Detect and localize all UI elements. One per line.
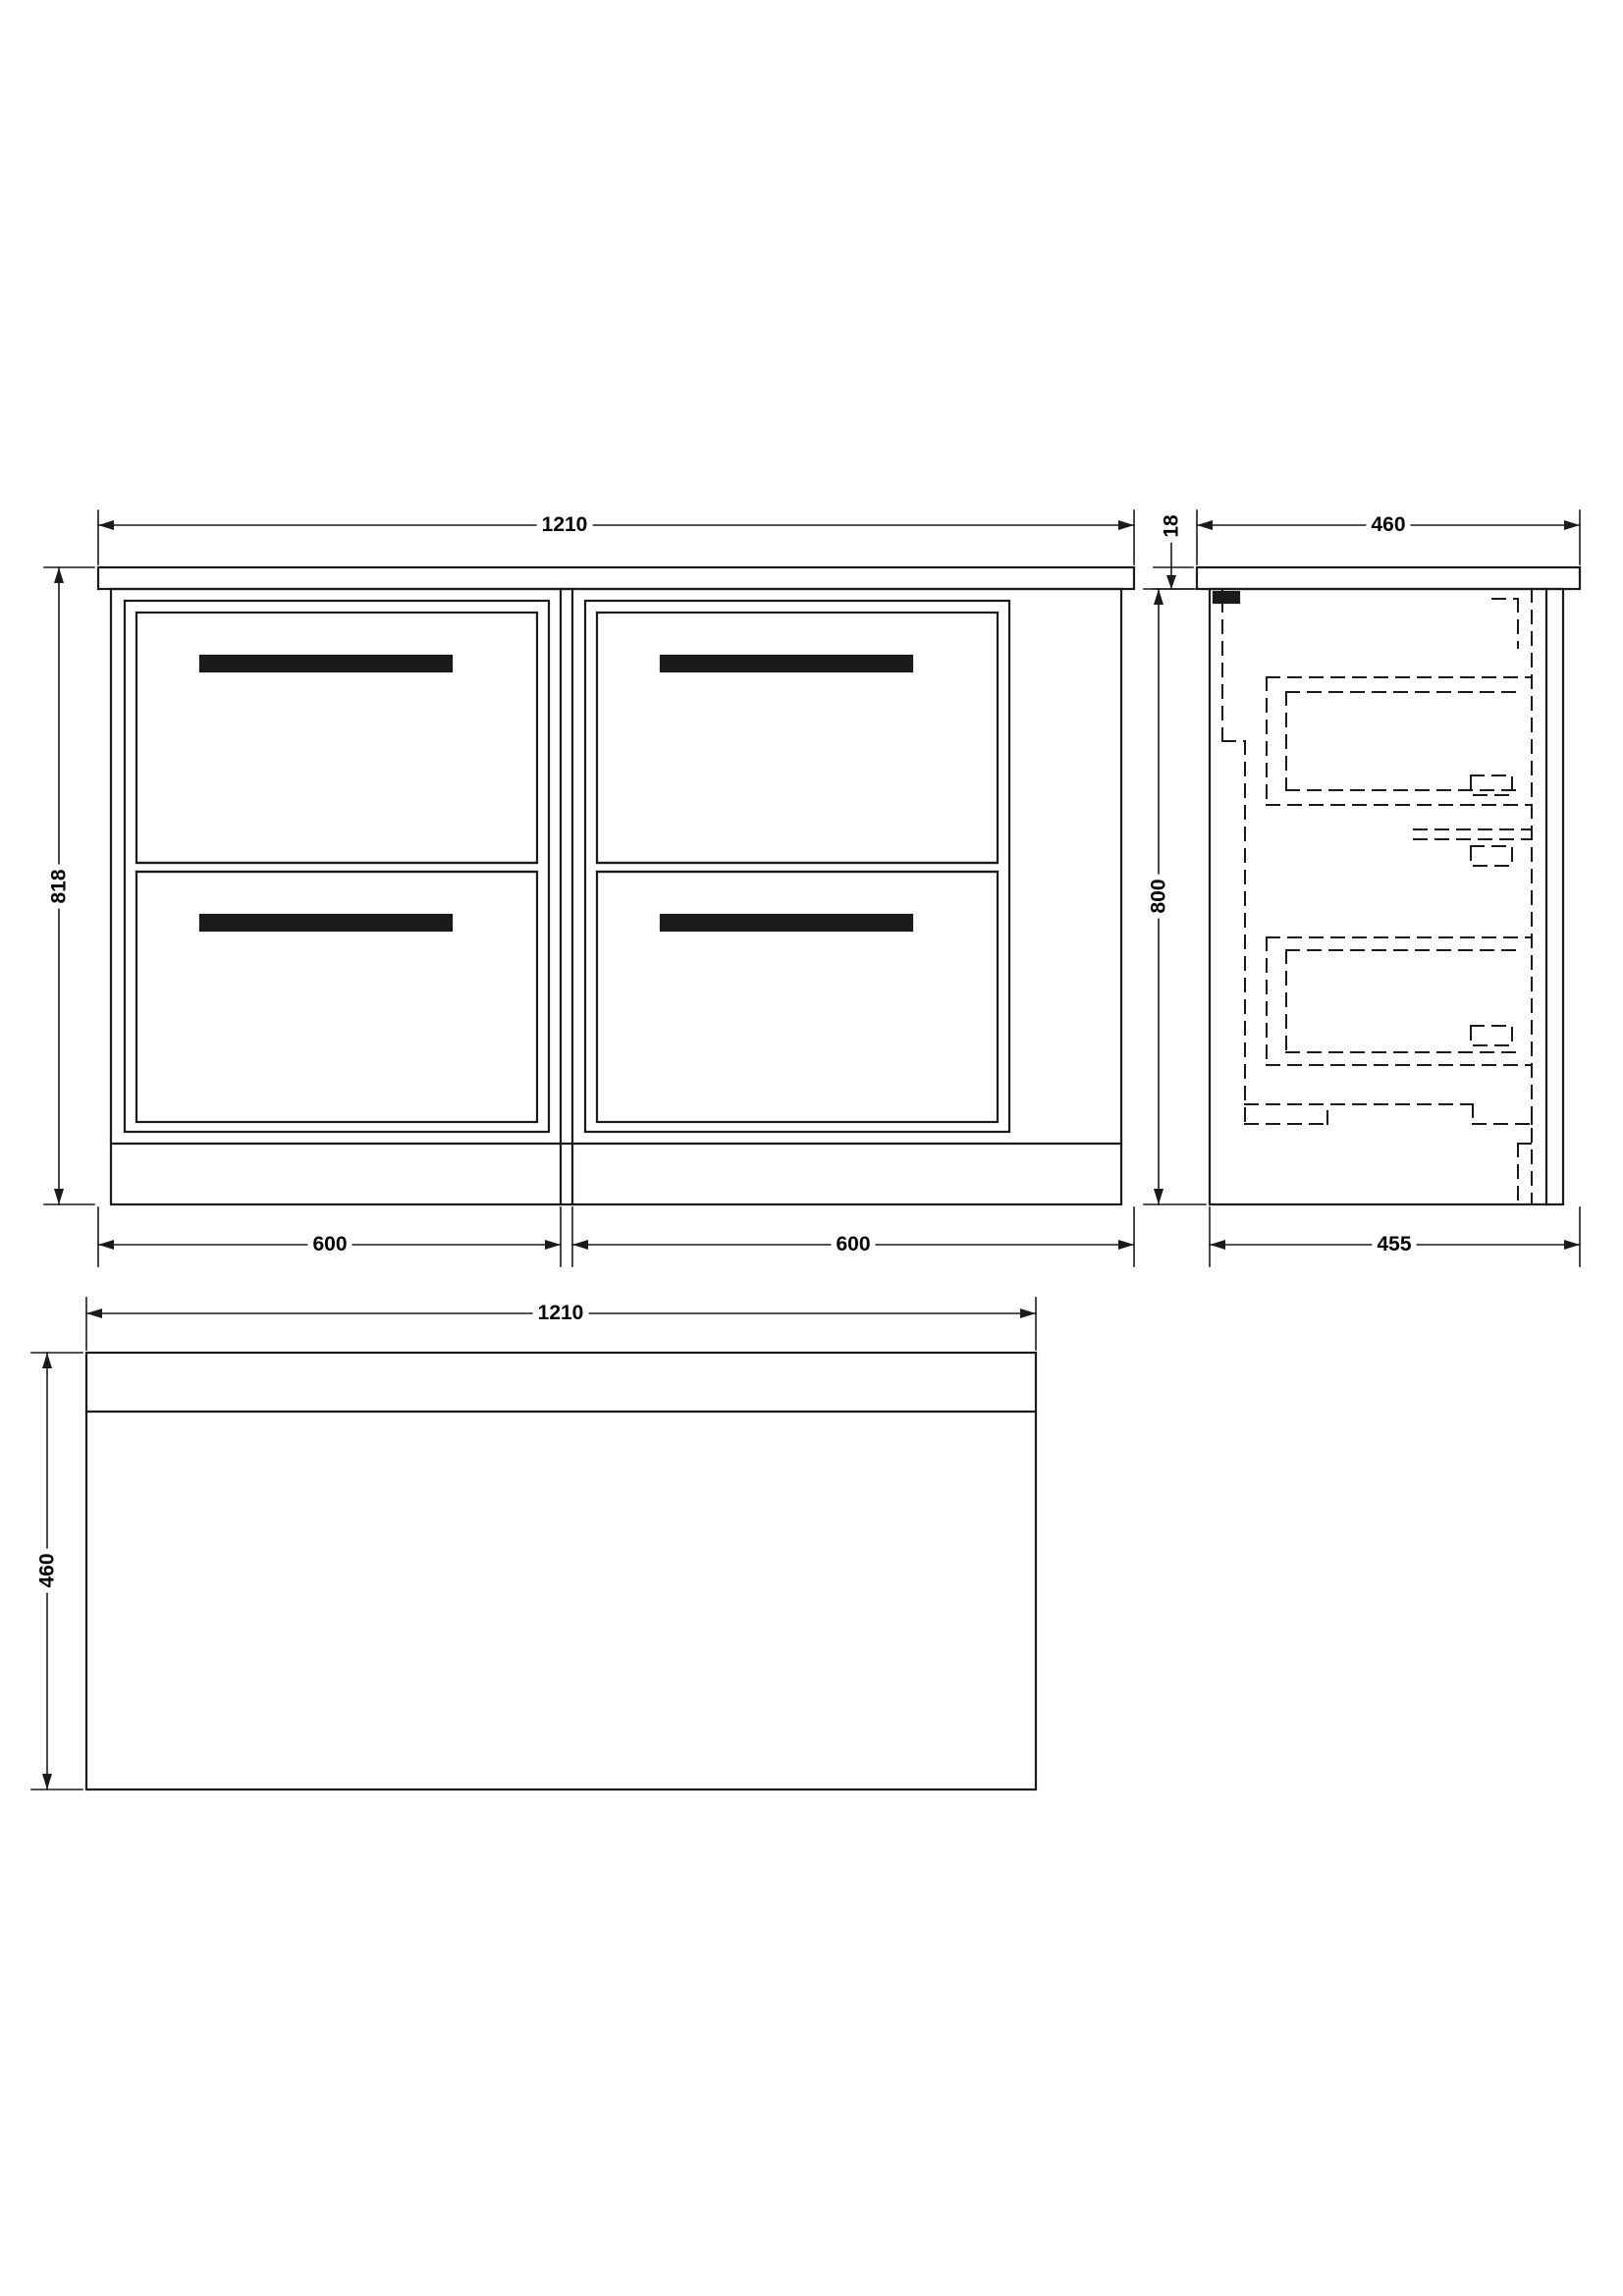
dim-front-left-module: 600 — [307, 1234, 352, 1255]
dim-side-top-depth: 460 — [1366, 514, 1410, 535]
dim-side-height: 800 — [1149, 874, 1169, 918]
dim-plan-width: 1210 — [533, 1303, 589, 1323]
dim-front-width: 1210 — [537, 514, 593, 535]
side-elevation-hidden-detail — [1222, 589, 1532, 1204]
front-elevation-dimensions — [44, 510, 1134, 1266]
front-elevation-view — [98, 567, 1134, 1204]
side-elevation-view — [1197, 567, 1580, 1204]
plan-view-dimensions — [31, 1298, 1036, 1789]
dim-side-depth: 455 — [1372, 1234, 1416, 1255]
dim-front-right-module: 600 — [831, 1234, 875, 1255]
plan-view — [86, 1353, 1036, 1789]
dim-side-top-thickness: 18 — [1162, 509, 1182, 542]
dim-front-height: 818 — [49, 864, 70, 908]
dim-plan-depth: 460 — [37, 1548, 58, 1592]
